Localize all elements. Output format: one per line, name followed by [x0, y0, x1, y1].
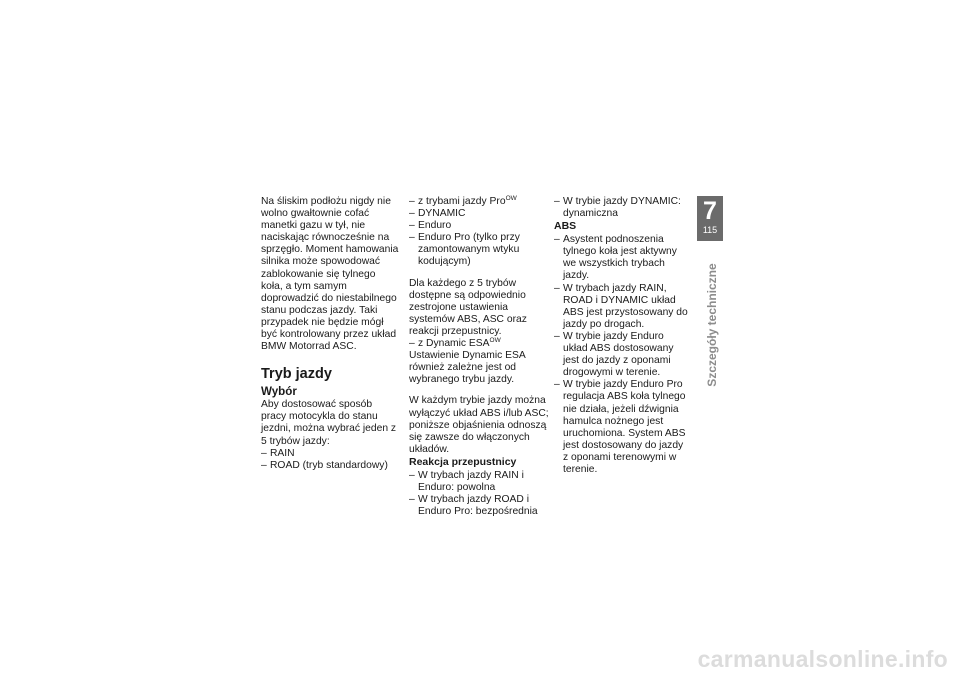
list-item: – RAIN — [261, 448, 399, 460]
chapter-number: 7 — [703, 197, 717, 225]
list-item: – W trybie jazdy Enduro układ ABS dostosowany jest do jazdy z oponami drogowymi w terenie. — [554, 331, 690, 379]
page-number: 115 — [702, 225, 718, 235]
abs-list — [554, 234, 690, 476]
option-marker: OW — [505, 195, 517, 202]
abs-heading: ABS — [554, 220, 577, 233]
watermark: carmanualsonline.info — [697, 646, 948, 672]
list-item: – W trybie jazdy DYNAMIC: dynamiczna — [554, 196, 690, 220]
switch-off-paragraph: W każdym trybie jazdy można wyłączyć układ ABS i/lub ASC; poniższe objaśnienia odnoszą się zawsze do włączonych układów. — [409, 395, 549, 455]
subsection-title: Wybór — [261, 385, 297, 399]
list-item: – DYNAMIC — [409, 208, 549, 220]
throttle-heading: Reakcja przepustnicy — [409, 455, 517, 468]
list-item: – Enduro Pro (tylko przy zamontowanym wtyku kodującym) — [409, 232, 549, 268]
chapter-tab — [697, 196, 723, 241]
esa-paragraph: Ustawienie Dynamic ESA również zależne jest od wybranego trybu jazdy. — [409, 350, 526, 386]
settings-paragraph: Dla każdego z 5 trybów dostępne są odpowiednio zestrojone ustawienia systemów ABS, ASC oraz reakcji przepustnicy. — [409, 277, 527, 337]
text-column-2 — [409, 196, 549, 518]
list-item: – W trybach jazdy RAIN i Enduro: powolna — [409, 470, 549, 494]
mode-list — [261, 448, 399, 472]
text-column-3 — [554, 196, 690, 476]
text-column-1 — [261, 196, 399, 472]
mode-list-continued — [409, 196, 549, 269]
esa-list — [409, 338, 549, 350]
list-item: – W trybie jazdy Enduro Pro regulacja ABS koła tylnego nie działa, jeżeli dźwignia hamulca nożnego jest uruchomiona. System ABS jest dostosowany do jazdy z oponami terenowymi w terenie. — [554, 379, 690, 476]
option-marker: OW — [489, 337, 501, 345]
list-item: – Enduro — [409, 220, 549, 232]
chapter-name: Szczegóły techniczne — [705, 263, 719, 387]
throttle-list-continued — [554, 196, 690, 220]
list-item: – Asystent podnoszenia tylnego koła jest aktywny we wszystkich trybach jazdy. — [554, 234, 690, 282]
list-item: – ROAD (tryb standardowy) — [261, 460, 399, 472]
section-title: Tryb jazdy — [261, 366, 332, 383]
throttle-list — [409, 470, 549, 518]
list-item: – z trybami jazdy Pro$^{OW}$ — [409, 196, 549, 208]
list-item: – W trybach jazdy ROAD i Enduro Pro: bezpośrednia — [409, 494, 549, 518]
selection-paragraph: Aby dostosować sposób pracy motocykla do stanu jezdni, można wybrać jeden z 5 trybów jazdy: — [261, 399, 397, 447]
warning-paragraph: Na śliskim podłożu nigdy nie wolno gwałtownie cofać manetki gazu w tył, nie naciskając równocześnie na sprzęgło. Moment hamowania silnika może spowodować zablokowanie się tylnego koła, a tym samym doprowadzić do niestabilnego stanu podczas jazdy. Taki przypadek nie będzie mógł być kontrolowany przez układ BMW Motorrad ASC. — [261, 196, 399, 353]
list-item: – z Dynamic $ESA^{OW}$ — [409, 338, 549, 350]
list-item: – W trybach jazdy RAIN, ROAD i DYNAMIC układ ABS jest przystosowany do jazdy po drogach. — [554, 283, 690, 331]
